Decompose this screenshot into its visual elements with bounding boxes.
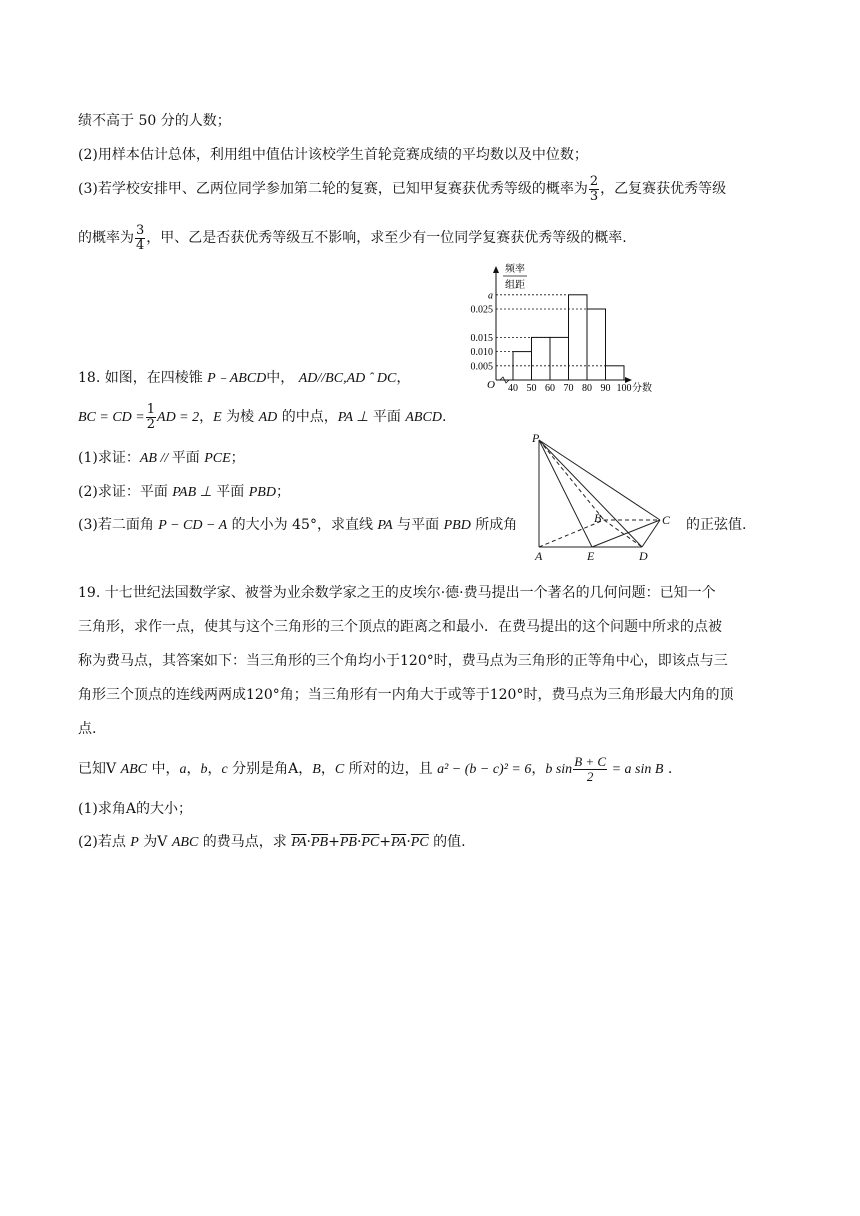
text-span: 平面 [171,450,205,466]
math-span: P [130,835,139,850]
y-tick-label: 0.015 [470,332,493,344]
pyramid-figure [525,428,685,564]
fraction: $\frac{B + C}{2}$ [574,753,607,784]
text-span: 绩不高于 50 分的人数； [78,113,231,129]
text-span: 三角形，求作一点，使其与这个三角形的三个顶点的距离之和最小．在费马提出的这个问题中所求的点被 [78,619,722,635]
math-span: b sin [545,762,573,777]
edge-PB [539,440,604,520]
edge-PC [539,440,660,520]
math-span: PA [377,518,393,533]
y-tick-label: a [488,290,493,302]
point-label-E: E [587,549,595,563]
math-span: ABCD [405,410,442,425]
text-span: 点. [78,721,97,737]
y-axis-arrow [493,266,499,273]
math-span: PCE [204,451,231,466]
fraction: $\frac{1}{2}$ [146,401,156,432]
text-span: 的正弦值. [686,517,747,533]
text-span: ，乙复赛获优秀等级 [600,181,727,197]
x-tick-label: 40 [508,383,518,394]
histogram-bar [587,309,606,380]
math-span: PA ⊥ [337,410,369,425]
text-span: ，甲、乙是否获优秀等级互不影响，求至少有一位同学复赛获优秀等级的概率. [146,230,627,246]
x-tick-label: 90 [600,383,611,394]
text-span: 称为费马点，其答案如下：当三角形的三个角均小于120°时，费马点为三角形的正等角中心，即该点与三 [78,653,728,669]
text-span: 所对的边，且 [344,761,438,777]
text-span: ， [207,761,222,777]
x-tick-label: 80 [582,383,592,394]
text-line [78,832,466,853]
text-span: ， [396,370,411,386]
text-span: 已知V [78,761,121,777]
y-tick-label: 0.005 [470,361,493,373]
text-span: + [379,834,392,850]
y-tick-label: 0.025 [470,304,493,316]
text-span: 分别是角A， [227,761,313,777]
vector-span: $\overline{PC}$ [361,835,380,850]
text-span: (3)若学校安排甲、乙两位同学参加第二轮的复赛，已知甲复赛获优秀等级的概率为 [78,181,588,197]
math-span: a² − (b − c)² = 6 [437,762,532,777]
math-span: E [213,410,222,425]
text-span: 平面 [368,409,406,425]
text-span: 19. 十七世纪法国数学家、被誉为业余数学家之王的皮埃尔·德·费马提出一个著名的几何问题：已知一个 [78,585,716,601]
fraction: $\frac{2}{3}$ [589,173,599,204]
text-span: (2)若点 [78,834,131,850]
histogram-bar [569,295,588,380]
math-span: b [200,762,208,777]
math-span: ABC [120,762,148,777]
text-span: . [441,409,447,425]
text-line [78,583,716,603]
text-span: 角形三个顶点的连线两两成120°角；当三角形有一内角大于或等于120°时，费马点为三角形最大内角的顶 [78,687,734,703]
math-span: AD [258,410,278,425]
text-span: (2)求证：平面 [78,484,173,500]
text-span: 中， [266,370,295,386]
text-span: 的中点， [277,409,338,425]
text-span: (2)用样本估计总体，利用组中值估计该校学生首轮竞赛成绩的平均数以及中位数； [78,147,588,163]
text-span: 中， [147,761,180,777]
x-tick-label: 100 [616,383,632,394]
text-line [686,515,746,535]
text-span: 与平面 [392,517,444,533]
origin-label: O [487,379,495,391]
math-span: PBD [443,518,471,533]
point-label-P: P [532,431,540,445]
vector-span: $\overline{PA}$ [291,835,307,850]
math-span: c [221,762,228,777]
edge-PD [539,440,642,547]
text-span: 平面 [211,484,249,500]
vector-span: $\overline{PB}$ [339,835,357,850]
x-axis-label: 分数 [632,383,652,394]
text-span: 的费马点，求 [198,834,292,850]
text-span: . [663,761,673,777]
text-span: · [406,834,411,850]
math-span: PBD [248,485,276,500]
text-line [78,617,722,637]
text-span: ， [186,761,201,777]
x-tick-label: 60 [545,383,555,394]
point-label-D: D [639,549,648,563]
math-span: PAB ⊥ [172,485,212,500]
math-span: BC = CD = [78,410,145,425]
text-span: ； [275,484,290,500]
text-line [78,685,733,705]
text-line [78,651,728,671]
math-span: C [334,762,345,777]
text-span: (1)求证： [78,450,140,466]
math-span: B [312,762,321,777]
math-span: AD = 2 [157,410,200,425]
text-line [78,400,446,435]
histogram-bar [550,337,569,380]
math-span: a [179,762,187,777]
text-span: 为V [138,834,172,850]
text-span: (1)求角A的大小； [78,801,192,817]
text-line [78,719,96,739]
point-label-C: C [662,513,671,527]
text-span: + [328,834,340,850]
text-span: 的概率为 [78,230,134,246]
text-span: ； [230,450,245,466]
text-span: 的大小为 45°，求直线 [227,517,378,533]
y-tick-label: 0.010 [470,347,493,359]
text-line [78,111,231,131]
text-span: · [306,834,311,850]
text-span: 所成角 [470,517,518,533]
text-line [78,799,192,819]
text-span: 的值. [428,834,466,850]
text-span: (3)若二面角 [78,517,159,533]
math-span: AB // [139,451,172,466]
text-line [78,145,588,165]
vector-span: $\overline{PC}$ [410,835,429,850]
text-span: ， [199,409,214,425]
y-axis-label-bottom: 组距 [505,280,525,291]
text-span: ， [320,761,335,777]
x-tick-label: 70 [563,383,574,394]
edge-BD [604,520,642,547]
histogram-bar [606,366,625,380]
math-span: = a sin B [608,762,664,777]
text-span: ， [531,761,546,777]
x-tick-label: 50 [526,383,537,394]
text-span: 为棱 [221,409,259,425]
text-span: · [356,834,362,850]
text-line [78,752,672,787]
histogram-chart [468,258,668,396]
text-line [78,368,410,389]
text-span: 18. 如图，在四棱锥 [78,370,203,386]
math-span: P﹣ABCD [207,371,267,386]
math-span: ABC [171,835,199,850]
text-line [78,172,726,206]
histogram-bar [532,337,551,380]
text-line [78,448,245,469]
vector-span: $\overline{PA}$ [391,835,407,850]
math-span: P − CD − A [158,518,228,533]
text-line [78,221,627,255]
edge-PE [539,440,592,547]
point-label-A: A [535,549,543,563]
fraction: $\frac{3}{4}$ [136,222,145,253]
edge-EC [592,520,660,547]
point-label-B: B [594,511,602,525]
vector-span: $\overline{PB}$ [310,835,329,850]
math-span: AD//BC,AD ˆ DC [298,371,397,386]
y-axis-label-top: 频率 [505,264,525,275]
text-line [78,482,290,503]
text-line [78,515,517,536]
